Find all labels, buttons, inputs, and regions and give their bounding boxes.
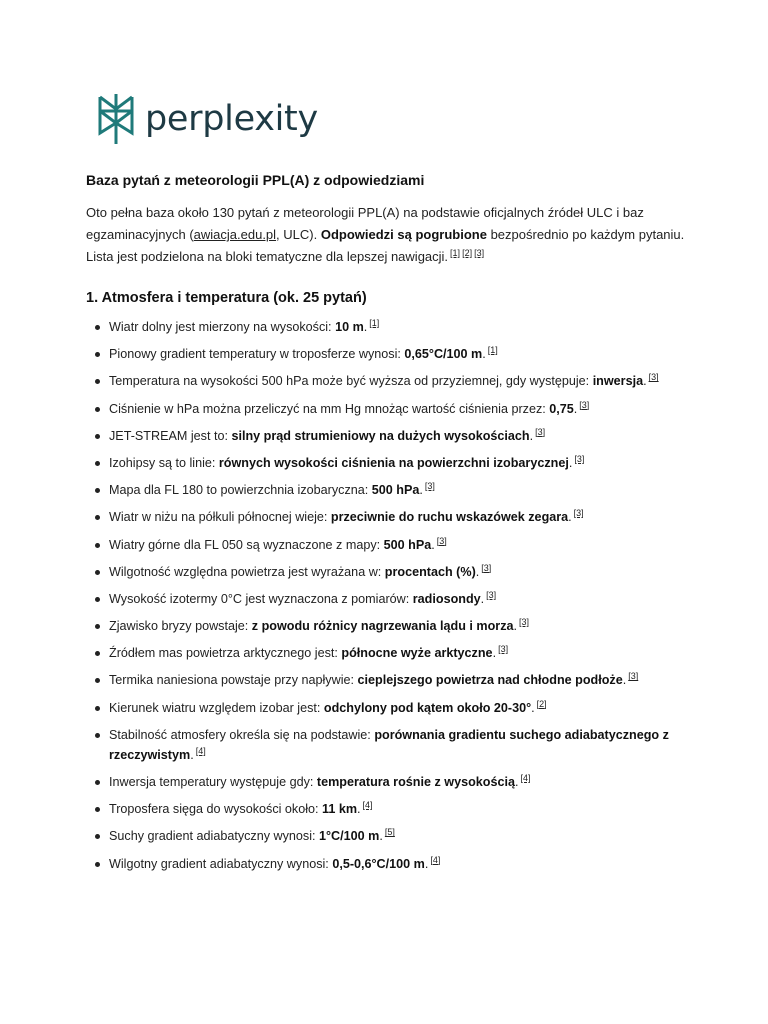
question-item (86, 371, 686, 391)
citation-link[interactable]: [4] (195, 745, 206, 756)
question-item (86, 480, 686, 500)
question-text: JET-STREAM jest to: (109, 428, 232, 443)
punctuation: . (492, 646, 497, 661)
citation-link[interactable]: [3] (474, 248, 485, 258)
logo-wordmark: perplexity (145, 99, 318, 139)
citation-link[interactable]: [1] (450, 248, 461, 258)
answer-text: inwersja (592, 374, 644, 389)
punctuation: . (568, 510, 572, 525)
intro-text: Oto pełna baza około 130 pytań z meteorologii PPL(A) na podstawie oficjalnych źródeł ULC i baz egzaminacyjnych ( (86, 205, 644, 242)
section-heading: 1. Atmosfera i temperatura (ok. 25 pytań) (86, 290, 367, 306)
question-text: Izohipsy są to linie: (109, 455, 219, 470)
question-text: Inwersja temperatury występuje gdy: (109, 775, 317, 789)
punctuation: . (482, 347, 486, 362)
question-text: Suchy gradient adiabatyczny wynosi: (109, 829, 320, 844)
punctuation: . (573, 401, 578, 416)
question-item (86, 616, 686, 636)
question-item (86, 854, 686, 874)
question-item (86, 399, 686, 419)
question-item (86, 344, 686, 364)
question-text: Wiatr dolny jest mierzony na wysokości: (109, 320, 336, 334)
answer-text: radiosondy (412, 591, 481, 606)
question-item (86, 562, 686, 582)
punctuation: . (431, 537, 435, 552)
punctuation: . (419, 483, 423, 498)
question-item (86, 589, 686, 609)
citation-link[interactable]: [4] (362, 800, 373, 811)
answer-text: północne wyże arktyczne (341, 646, 493, 661)
punctuation: . (363, 320, 368, 334)
intro-text: bezpośrednio po każdym pytaniu. Lista jest podzielona na bloki tematyczne dla lepszej nawigacji. (86, 227, 685, 264)
citation-link[interactable]: [3] (424, 481, 435, 492)
question-text: Zjawisko bryzy powstaje: (109, 619, 252, 634)
answer-text: procentach (%) (384, 564, 476, 579)
question-text: Pionowy gradient temperatury w troposferze wynosi: (109, 347, 405, 362)
citation-link[interactable]: [4] (430, 854, 441, 865)
question-item (86, 317, 686, 337)
question-text: Wilgotny gradient adiabatyczny wynosi: (109, 856, 333, 871)
question-text: Wysokość izotermy 0°C jest wyznaczona z pomiarów: (109, 591, 413, 606)
citation-link[interactable]: [3] (574, 453, 585, 464)
punctuation: . (424, 856, 429, 871)
punctuation: . (568, 455, 573, 470)
citation-link[interactable]: [3] (648, 372, 659, 383)
citation-link[interactable]: [4] (520, 773, 531, 783)
question-text: Wiatry górne dla FL 050 są wyznaczone z mapy: (109, 537, 384, 552)
citation-link[interactable]: [1] (369, 318, 380, 328)
question-item (86, 507, 686, 527)
punctuation: . (190, 747, 194, 762)
intro-bold-text: Odpowiedzi są pogrubione (320, 227, 487, 242)
question-item (86, 725, 686, 765)
answer-text: 500 hPa (383, 537, 432, 552)
punctuation: . (513, 619, 517, 634)
citation-link[interactable]: [3] (628, 671, 639, 682)
punctuation: . (379, 829, 383, 844)
citation-link[interactable]: [2] (462, 248, 473, 258)
question-item (86, 535, 686, 555)
answer-text: cieplejszego powietrza nad chłodne podłoże (357, 673, 623, 688)
punctuation: . (514, 775, 519, 789)
question-item (86, 826, 686, 846)
answer-text: 0,75 (549, 401, 574, 416)
answer-text: 500 hPa (371, 483, 420, 498)
citation-link[interactable]: [3] (498, 644, 509, 655)
answer-text: porównania gradientu suchego adiabatycznego z rzeczywistym (109, 727, 669, 762)
question-text: Mapa dla FL 180 to powierzchnia izobaryczna: (109, 483, 372, 498)
question-item (86, 453, 686, 473)
perplexity-logo (95, 93, 318, 145)
punctuation: . (475, 564, 480, 579)
question-item (86, 670, 686, 690)
citation-link[interactable]: [3] (486, 589, 497, 600)
question-text: Wilgotność względna powietrza jest wyrażana w: (109, 564, 385, 579)
question-item (86, 426, 686, 446)
citation-link[interactable]: [1] (487, 345, 498, 356)
answer-text: odchylony pod kątem około 20-30° (323, 700, 532, 715)
citation-link[interactable]: [3] (481, 562, 492, 573)
citation-link[interactable]: [3] (573, 508, 584, 519)
question-text: Stabilność atmosfery określa się na podstawie: (109, 727, 375, 742)
intro-text: , ULC). (276, 227, 321, 242)
question-text: Kierunek wiatru względem izobar jest: (109, 700, 324, 715)
question-text: Wiatr w niżu na półkuli północnej wieje: (109, 510, 331, 525)
question-text: Termika naniesiona powstaje przy napływie: (109, 673, 358, 688)
main-content (86, 170, 686, 881)
answer-text: silny prąd strumieniowy na dużych wysokościach (231, 428, 530, 443)
answer-text: 10 m (335, 320, 364, 334)
citation-link[interactable]: [2] (536, 698, 547, 709)
question-text: Ciśnienie w hPa można przeliczyć na mm Hg mnożąc wartość ciśnienia przez: (109, 401, 550, 416)
answer-text: temperatura rośnie z wysokością (316, 775, 515, 789)
citation-link[interactable]: [5] (384, 827, 395, 838)
question-item (86, 698, 686, 718)
punctuation: . (622, 673, 627, 688)
citation-link[interactable]: [3] (519, 617, 530, 628)
source-link[interactable]: awiacja.edu.pl (193, 227, 277, 242)
answer-text: 1°C/100 m (319, 829, 380, 844)
citation-link[interactable]: [3] (535, 426, 546, 437)
question-item (86, 799, 686, 819)
punctuation: . (531, 700, 535, 715)
intro-paragraph (86, 202, 686, 268)
answer-text: przeciwnie do ruchu wskazówek zegara (330, 510, 569, 525)
citation-link[interactable]: [3] (579, 399, 590, 410)
question-list (86, 317, 686, 874)
punctuation: . (643, 374, 647, 389)
answer-text: równych wysokości ciśnienia na powierzchni izobarycznej (218, 455, 569, 470)
answer-text: 0,65°C/100 m (404, 347, 483, 362)
punctuation: . (357, 802, 361, 817)
question-item (86, 772, 686, 792)
question-text: Temperatura na wysokości 500 hPa może być wyższa od przyziemnej, gdy występuje: (109, 374, 593, 389)
citation-link[interactable]: [3] (436, 535, 447, 546)
punctuation: . (480, 591, 485, 606)
question-text: Troposfera sięga do wysokości około: (109, 802, 323, 817)
answer-text: 11 km (322, 802, 358, 817)
question-text: Źródłem mas powietrza arktycznego jest: (109, 646, 342, 661)
punctuation: . (529, 428, 534, 443)
answer-text: 0,5-0,6°C/100 m (332, 856, 425, 871)
question-item (86, 643, 686, 663)
page-title: Baza pytań z meteorologii PPL(A) z odpowiedziami (86, 172, 425, 188)
answer-text: z powodu różnicy nagrzewania lądu i morza (251, 619, 514, 634)
perplexity-logo-icon (95, 93, 137, 145)
